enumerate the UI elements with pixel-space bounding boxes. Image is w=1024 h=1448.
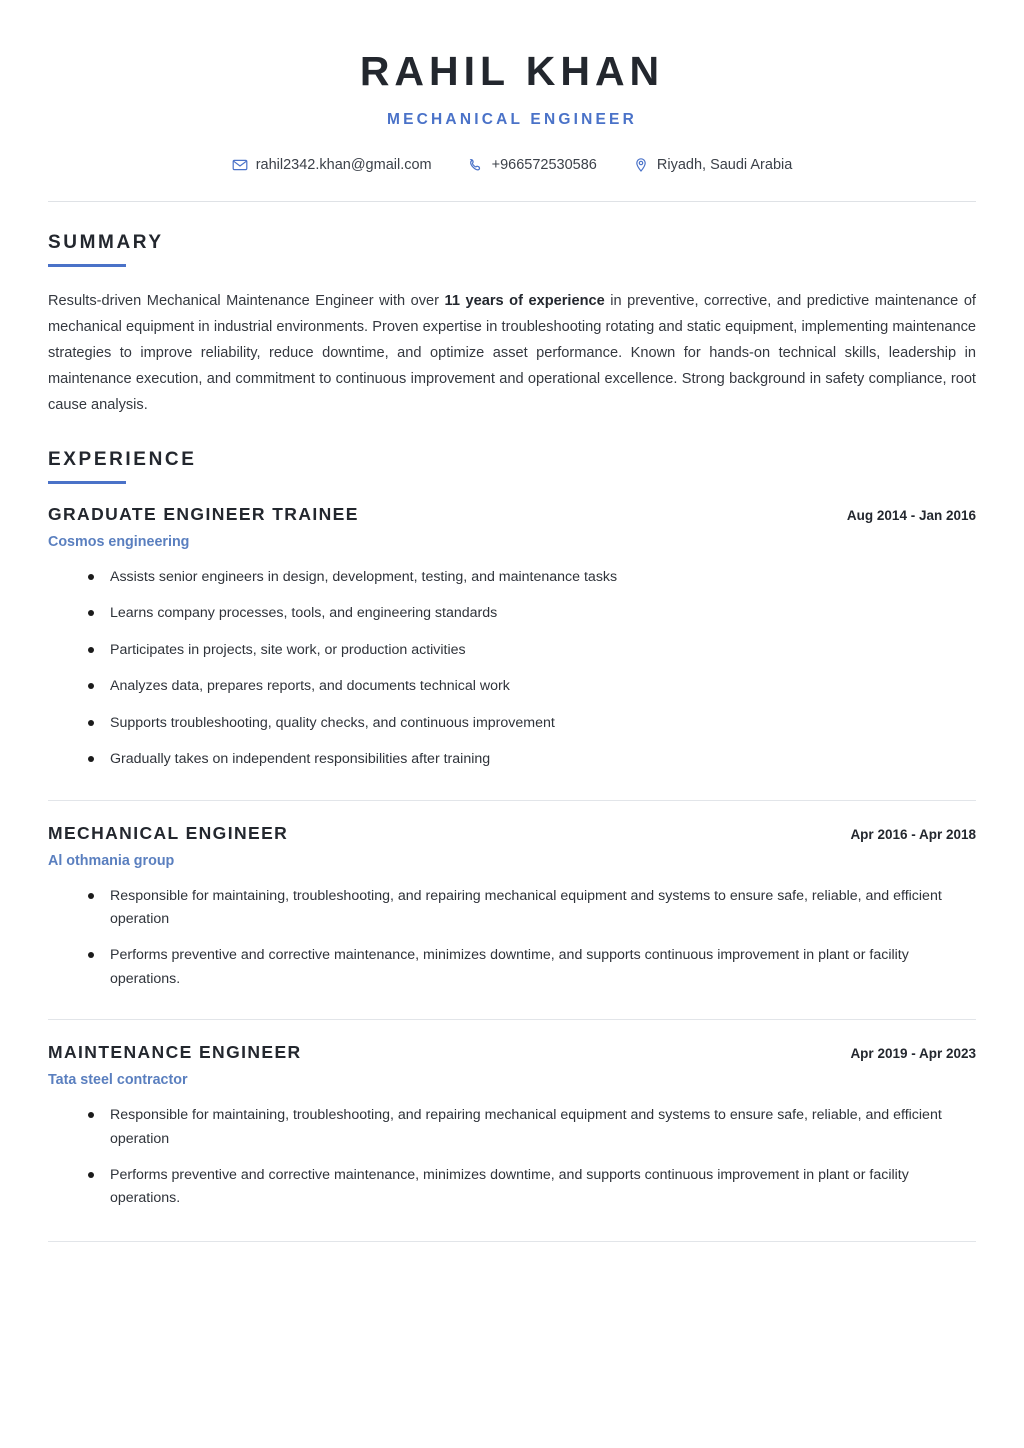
summary-highlight: 11 years of experience <box>444 293 605 310</box>
experience-item-header <box>48 1042 976 1063</box>
experience-company: Al othmania group <box>48 852 175 869</box>
experience-bullet-list <box>48 885 976 992</box>
experience-divider <box>48 1019 976 1020</box>
experience-item <box>48 1042 976 1217</box>
experience-role: MECHANICAL ENGINEER <box>48 822 289 843</box>
list-item: Analyzes data, prepares reports, and documents technical work <box>82 675 976 698</box>
list-item: Responsible for maintaining, troubleshooting, and repairing mechanical equipment and systems to ensure safe, reliable, and efficient operation <box>82 885 976 932</box>
list-item: Participates in projects, site work, or production activities <box>82 639 976 662</box>
experience-bullet-list <box>48 1104 976 1211</box>
resume-header <box>48 40 976 202</box>
contact-phone-text: +966572530586 <box>491 157 597 174</box>
summary-text-before: Results-driven Mechanical Maintenance Engineer with over <box>48 293 445 310</box>
experience-item <box>48 823 976 998</box>
experience-bottom-divider <box>48 1241 976 1242</box>
candidate-name: RAHIL KHAN <box>359 48 665 94</box>
list-item: Learns company processes, tools, and engineering standards <box>82 602 976 625</box>
list-item: Supports troubleshooting, quality checks, and continuous improvement <box>82 712 976 735</box>
contact-email[interactable] <box>232 157 432 173</box>
contact-email-text: rahil2342.khan@gmail.com <box>255 157 432 174</box>
experience-company: Cosmos engineering <box>48 533 190 550</box>
experience-list <box>48 504 976 1242</box>
summary-section-title: SUMMARY <box>48 232 164 254</box>
experience-divider <box>48 800 976 801</box>
experience-role: MAINTENANCE ENGINEER <box>48 1042 302 1063</box>
experience-section-title: EXPERIENCE <box>48 448 197 470</box>
summary-text <box>48 289 976 419</box>
candidate-job-title: MECHANICAL ENGINEER <box>387 111 637 129</box>
summary-text-after: in preventive, corrective, and predictive maintenance of mechanical equipment in industrial environments. Proven expertise in troubleshooting rotating and static equipment, implementing maintenance strategies to improve reliability, reduce downtime, and optimize asset performance. Known for hands-on technical skills, leadership in maintenance execution, and commitment to continuous improvement and operational excellence. Strong background in safety compliance, root cause analysis. <box>48 293 976 414</box>
summary-title-underline <box>48 264 126 267</box>
list-item: Performs preventive and corrective maintenance, minimizes downtime, and supports continuous improvement in plant or facility operations. <box>82 944 976 991</box>
contact-location[interactable] <box>633 157 792 173</box>
contact-location-text: Riyadh, Saudi Arabia <box>656 157 793 174</box>
contact-phone[interactable] <box>468 157 597 173</box>
envelope-icon <box>232 157 248 173</box>
experience-item-header <box>48 823 976 844</box>
list-item: Responsible for maintaining, troubleshooting, and repairing mechanical equipment and systems to ensure safe, reliable, and efficient operation <box>82 1104 976 1151</box>
summary-section <box>48 232 976 419</box>
phone-icon <box>468 157 484 173</box>
experience-item-header <box>48 504 976 525</box>
experience-dates: Aug 2014 - Jan 2016 <box>846 507 976 523</box>
contact-row <box>48 157 976 173</box>
header-divider <box>48 201 976 202</box>
experience-section <box>48 449 976 1242</box>
list-item: Performs preventive and corrective maintenance, minimizes downtime, and supports continuous improvement in plant or facility operations. <box>82 1164 976 1211</box>
list-item: Gradually takes on independent responsibilities after training <box>82 748 976 771</box>
experience-company: Tata steel contractor <box>48 1072 188 1089</box>
experience-title-underline <box>48 481 126 484</box>
experience-item <box>48 504 976 778</box>
experience-role: GRADUATE ENGINEER TRAINEE <box>48 503 359 524</box>
list-item: Assists senior engineers in design, development, testing, and maintenance tasks <box>82 566 976 589</box>
experience-dates: Apr 2016 - Apr 2018 <box>850 826 976 842</box>
experience-dates: Apr 2019 - Apr 2023 <box>850 1046 976 1062</box>
experience-bullet-list <box>48 566 976 772</box>
location-pin-icon <box>633 157 649 173</box>
